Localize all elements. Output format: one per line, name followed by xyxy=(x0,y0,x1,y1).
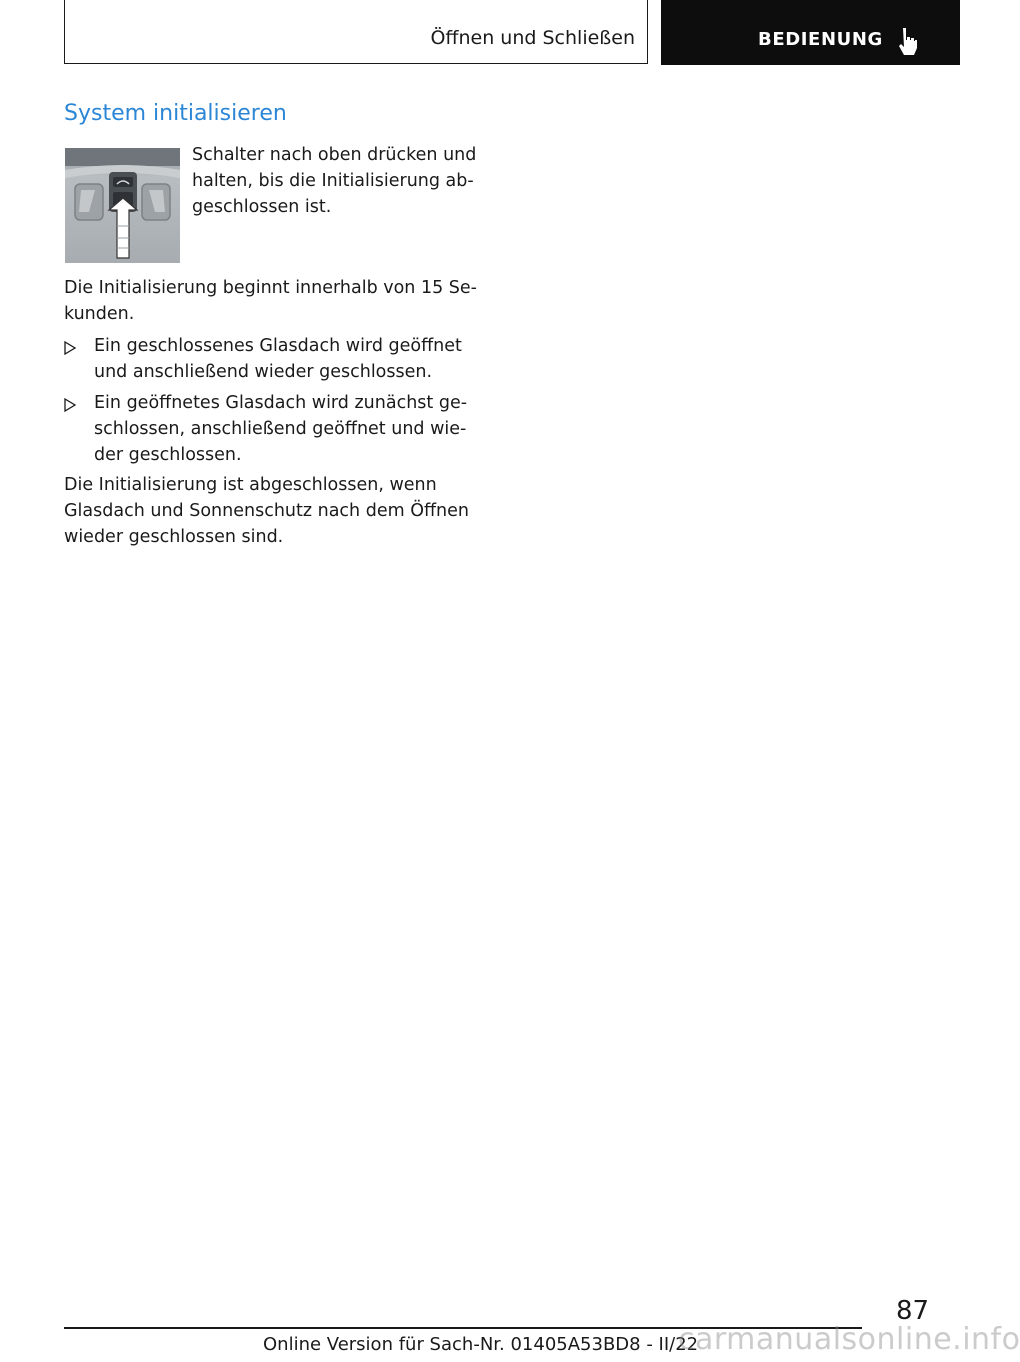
triangle-bullet-icon xyxy=(64,398,76,412)
footer-version-text: Online Version für Sach-Nr. 01405A53BD8 - II/22 xyxy=(263,1334,699,1355)
roof-switch-figure xyxy=(65,148,180,263)
section-heading: System initialisieren xyxy=(64,101,287,126)
chapter-title: Öffnen und Schließen xyxy=(430,27,635,49)
list-item-text: Ein geschlossenes Glasdach wird geöffnet und anschließend wieder geschlossen. xyxy=(94,336,462,382)
triangle-bullet-icon xyxy=(64,341,76,355)
header-chapter-box xyxy=(64,0,648,64)
hand-pointer-icon xyxy=(895,26,919,56)
watermark: carmanualsonline.info xyxy=(678,1322,1020,1357)
figure-caption: Schalter nach oben drücken und halten, bis die Initialisierung ab-geschlossen ist. xyxy=(192,145,477,217)
section-label: BEDIENUNG xyxy=(758,29,883,50)
list-item-text: Ein geöffnetes Glasdach wird zunächst ge-schlossen, anschließend geöffnet und wie-der geschlossen. xyxy=(94,393,468,465)
header-section-tab xyxy=(661,0,960,65)
outro-paragraph: Die Initialisierung ist abgeschlossen, wenn Glasdach und Sonnenschutz nach dem Öffnen wieder geschlossen sind. xyxy=(64,475,469,547)
page-number: 87 xyxy=(896,1296,930,1326)
intro-paragraph: Die Initialisierung beginnt innerhalb von 15 Se-kunden. xyxy=(64,278,477,324)
